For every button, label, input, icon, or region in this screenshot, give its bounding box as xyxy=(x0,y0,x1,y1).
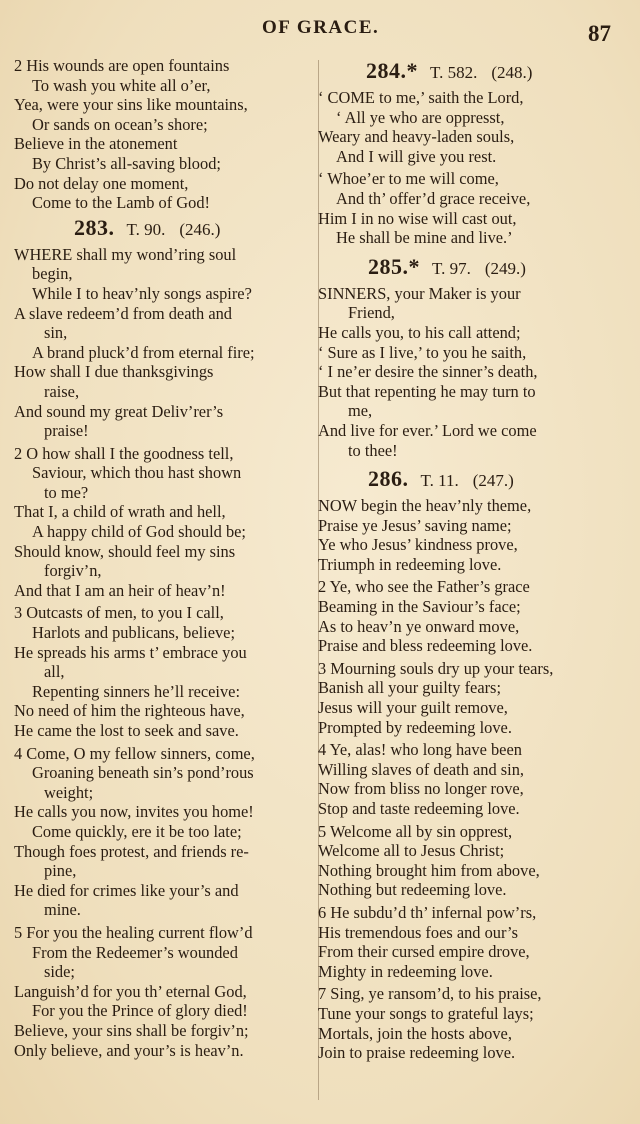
verse-line: 2 His wounds are open fountains xyxy=(14,56,230,75)
verse-line: 2 Ye, who see the Father’s grace xyxy=(318,577,530,597)
verse-line: WHERE shall my wond’ring soul xyxy=(14,244,237,264)
verse-line: ‘ Whoe’er to me will come, xyxy=(318,169,499,189)
alt-number: (248.) xyxy=(491,63,533,82)
verse-line: Mortals, join the hosts above, xyxy=(318,1023,512,1043)
verse-line: And I will give you rest. xyxy=(336,146,497,166)
hymn-heading xyxy=(318,58,632,86)
hymn-number: 285.* xyxy=(368,253,420,279)
hymn-number: 283. xyxy=(74,214,115,240)
verse-line: He spreads his arms t’ embrace you xyxy=(14,642,247,662)
verse-line: Nothing brought him from above, xyxy=(318,860,540,880)
verse-line: Beaming in the Saviour’s face; xyxy=(318,597,521,617)
continued-stanza xyxy=(14,56,314,213)
verse-line: While I to heav’nly songs aspire? xyxy=(32,283,252,303)
verse-line: From their cursed empire drove, xyxy=(318,942,530,962)
verse-line: Do not delay one moment, xyxy=(14,173,189,193)
verse-line: Saviour, which thou hast shown xyxy=(32,463,242,483)
tune-number: T. 582. xyxy=(430,63,478,82)
right-column xyxy=(318,56,632,1063)
verse-line: Harlots and publicans, believe; xyxy=(32,623,236,643)
verse-line: to thee! xyxy=(348,440,398,460)
verse-line: 4 Come, O my fellow sinners, come, xyxy=(14,743,255,763)
verse-line: He came the lost to seek and save. xyxy=(14,721,239,740)
verse-line: side; xyxy=(44,962,75,982)
verse-line: Though foes protest, and friends re- xyxy=(14,841,249,861)
verse-line: A slave redeem’d from death and xyxy=(14,303,232,323)
verse-line: And live for ever.’ Lord we come xyxy=(318,420,537,440)
verse-line: Come to the Lamb of God! xyxy=(32,193,210,213)
verse-line: ‘ COME to me,’ saith the Lord, xyxy=(318,88,524,107)
verse-line: Should know, should feel my sins xyxy=(14,541,236,561)
verse-line: to me? xyxy=(44,482,89,502)
left-column xyxy=(14,56,314,1060)
verse-line: 3 Outcasts of men, to you I call, xyxy=(14,603,224,623)
verse-line: As to heav’n ye onward move, xyxy=(318,616,520,636)
verse-line: Languish’d for you th’ eternal God, xyxy=(14,981,247,1001)
verse-line: Groaning beneath sin’s pond’rous xyxy=(32,763,254,783)
verse-line: For you the Prince of glory died! xyxy=(32,1001,248,1021)
page-number: 87 xyxy=(588,21,611,46)
verse-line: Mighty in redeeming love. xyxy=(318,961,493,981)
verse-line: sin, xyxy=(44,323,68,343)
verse-line: A happy child of God should be; xyxy=(32,522,246,542)
verse-line: Yea, were your sins like mountains, xyxy=(14,95,248,115)
verse-line: Come quickly, ere it be too late; xyxy=(32,821,242,841)
verse-line: forgiv’n, xyxy=(44,561,102,581)
verse-line: And th’ offer’d grace receive, xyxy=(336,188,531,208)
verse-line: Now from bliss no longer rove, xyxy=(318,779,524,799)
verse-line: me, xyxy=(348,401,373,421)
verse-line: He calls you, to his call attend; xyxy=(318,322,521,342)
verse-line: That I, a child of wrath and hell, xyxy=(14,502,226,522)
verse-line: He shall be mine and live.’ xyxy=(336,228,513,248)
running-title: OF GRACE. xyxy=(262,17,380,38)
hymn-heading xyxy=(14,215,314,243)
running-head xyxy=(0,14,640,44)
verse-line: Believe in the atonement xyxy=(14,134,178,154)
hymn-heading xyxy=(318,254,632,282)
hymn-286-text xyxy=(318,496,632,1063)
verse-line: ‘ I ne’er desire the sinner’s death, xyxy=(318,362,538,382)
verse-line: 7 Sing, ye ransom’d, to his praise, xyxy=(318,984,542,1004)
verse-line: Him I in no wise will cast out, xyxy=(318,208,517,228)
hymn-number: 286. xyxy=(368,466,409,492)
verse-line: Only believe, and your’s is heav’n. xyxy=(14,1040,244,1060)
verse-line: No need of him the righteous have, xyxy=(14,701,245,721)
verse-line: How shall I due thanksgivings xyxy=(14,362,214,382)
verse-line: Stop and taste redeeming love. xyxy=(318,799,520,818)
verse-line: Willing slaves of death and sin, xyxy=(318,759,525,779)
hymn-heading xyxy=(318,466,632,494)
verse-line: 5 Welcome all by sin opprest, xyxy=(318,821,513,841)
hymn-284-text xyxy=(318,88,632,248)
tune-number: T. 97. xyxy=(432,258,471,278)
verse-line: Praise ye Jesus’ saving name; xyxy=(318,515,512,535)
verse-line: Jesus will your guilt remove, xyxy=(318,698,508,718)
verse-line: raise, xyxy=(44,381,80,401)
verse-line: NOW begin the heav’nly theme, xyxy=(318,496,532,516)
verse-line: 6 He subdu’d th’ infernal pow’rs, xyxy=(318,902,537,922)
verse-line: begin, xyxy=(32,264,73,284)
alt-number: (249.) xyxy=(484,258,526,278)
verse-line: SINNERS, your Maker is your xyxy=(318,283,521,303)
verse-line: Or sands on ocean’s shore; xyxy=(32,114,208,134)
verse-line: He died for crimes like your’s and xyxy=(14,880,239,900)
verse-line: Triumph in redeeming love. xyxy=(318,554,502,574)
verse-line: 4 Ye, alas! who long have been xyxy=(318,740,522,760)
verse-line: To wash you white all o’er, xyxy=(32,75,211,95)
hymn-285-text xyxy=(318,284,632,460)
verse-line: 2 O how shall I the goodness tell, xyxy=(14,443,234,463)
verse-line: Nothing but redeeming love. xyxy=(318,880,507,900)
verse-line: Believe, your sins shall be forgiv’n; xyxy=(14,1020,249,1040)
verse-line: praise! xyxy=(44,421,89,441)
verse-line: 3 Mourning souls dry up your tears, xyxy=(318,658,554,678)
verse-line: pine, xyxy=(44,861,77,881)
verse-line: Banish all your guilty fears; xyxy=(318,678,501,698)
verse-line: He calls you now, invites you home! xyxy=(14,802,254,822)
verse-line: Welcome all to Jesus Christ; xyxy=(318,841,505,861)
verse-line: And that I am an heir of heav’n! xyxy=(14,580,226,600)
verse-line: By Christ’s all-saving blood; xyxy=(32,153,221,173)
verse-line: weight; xyxy=(44,782,94,802)
verse-line: 5 For you the healing current flow’d xyxy=(14,922,253,942)
verse-line: But that repenting he may turn to xyxy=(318,381,536,401)
verse-line: Join to praise redeeming love. xyxy=(318,1043,516,1063)
verse-line: Ye who Jesus’ kindness prove, xyxy=(318,535,518,555)
alt-number: (246.) xyxy=(179,219,221,239)
verse-line: Weary and heavy-laden souls, xyxy=(318,127,515,147)
verse-line: And sound my great Deliv’rer’s xyxy=(14,401,224,421)
tune-number: T. 11. xyxy=(420,471,459,491)
hymn-283-text xyxy=(14,245,314,1060)
verse-line: Repenting sinners he’ll receive: xyxy=(32,681,240,701)
verse-line: Praise and bless redeeming love. xyxy=(318,636,533,656)
alt-number: (247.) xyxy=(472,471,514,491)
verse-line: Friend, xyxy=(348,303,395,323)
verse-line: Prompted by redeeming love. xyxy=(318,717,512,737)
verse-line: Tune your songs to grateful lays; xyxy=(318,1003,534,1023)
verse-line: His tremendous foes and our’s xyxy=(318,922,518,942)
verse-line: From the Redeemer’s wounded xyxy=(32,942,238,962)
verse-line: mine. xyxy=(44,900,81,920)
verse-line: ‘ All ye who are oppresst, xyxy=(336,107,505,127)
hymn-number: 284.* xyxy=(366,58,418,83)
verse-line: ‘ Sure as I live,’ to you he saith, xyxy=(318,342,527,362)
verse-line: A brand pluck’d from eternal fire; xyxy=(32,342,255,362)
tune-number: T. 90. xyxy=(126,219,166,239)
verse-line: all, xyxy=(44,662,65,682)
